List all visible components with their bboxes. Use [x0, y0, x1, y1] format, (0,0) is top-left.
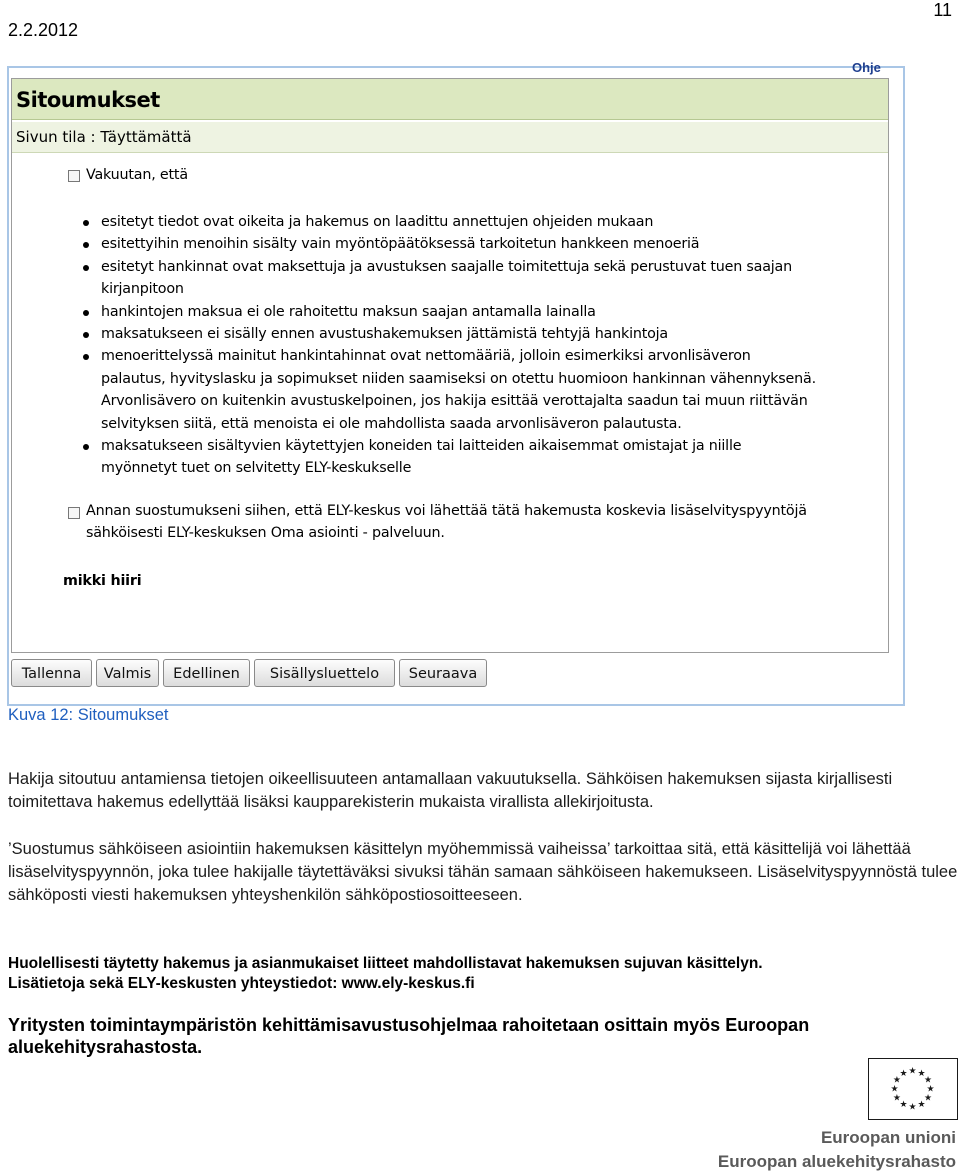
status-bar: [12, 122, 888, 153]
consent-label: Annan suostumukseni siihen, että ELY-keskus voi lähettää tätä hakemusta koskevia lisäselvityspyyntöjä sähköisesti ELY-keskuksen Oma asiointi - palveluun.: [86, 503, 807, 541]
star-icon: ★: [917, 1067, 926, 1078]
next-button[interactable]: Seuraava: [399, 659, 487, 687]
bullet-icon: [83, 220, 89, 226]
vakuutan-label: Vakuutan, että: [86, 167, 188, 183]
help-link[interactable]: Ohje: [852, 60, 881, 75]
page-number: 11: [933, 0, 952, 20]
bullet-icon: [83, 444, 89, 450]
star-icon: ★: [890, 1083, 899, 1094]
bullet-icon: [83, 332, 89, 338]
figure-caption: Kuva 12: Sitoumukset: [8, 706, 169, 724]
paragraph-consent: ’Suostumus sähköiseen asiointiin hakemuksen käsittelyn myöhemmissä vaiheissa’ tarkoittaa sitä, että käsittelijä voi lähettää lisäselvityspyynnön, joka tulee hakijalle täytettäväksi sivuksi tähän samaan sähköiseen hakemukseen. Lisäselvityspyynnöstä tulee sähköposti viesti hakemuksen yhteyshenkilön sähköpostiosoitteeseen.: [8, 840, 958, 904]
star-icon: ★: [924, 1074, 933, 1085]
bullet-icon: [83, 310, 89, 316]
done-button[interactable]: Valmis: [96, 659, 159, 687]
star-icon: ★: [899, 1067, 908, 1078]
list-item: esitettyihin menoihin sisälty vain myöntöpäätöksessä tarkoitetun hankkeen menoeriä: [79, 233, 819, 255]
star-icon: ★: [926, 1083, 935, 1094]
commitment-list: [79, 211, 819, 480]
bullet-icon: [83, 265, 89, 271]
star-icon: ★: [892, 1092, 901, 1103]
page-status: Sivun tila : Täyttämättä: [16, 128, 192, 146]
star-icon: ★: [908, 1065, 917, 1076]
star-icon: ★: [924, 1092, 933, 1103]
star-icon: ★: [917, 1099, 926, 1110]
list-item: esitetyt hankinnat ovat maksettuja ja avustuksen saajalle toimitettuja sekä perustuvat tuen saajan kirjanpitoon: [79, 256, 819, 301]
paragraph-contact: Lisätietoja sekä ELY-keskusten yhteystiedot: www.ely-keskus.fi: [8, 975, 475, 992]
star-icon: ★: [892, 1074, 901, 1085]
list-item: menoerittelyssä mainitut hankintahinnat ovat nettomääriä, jolloin esimerkiksi arvonlisäveron palautus, hyvityslasku ja sopimukset niiden saamiseksi on otettu huomioon hankinnan vähennyksenä. Arvonlisävero on kuitenkin avustuskelpoinen, jos hakija esittää verottajalta saadun tai muun riittävän selvityksen siitä, että menoista ei ole mahdollista saada arvonlisäveron palautusta.: [79, 345, 819, 435]
paragraph-commitment: Hakija sitoutuu antamiensa tietojen oikeellisuuteen antamallaan vakuutuksella. Sähköisen hakemuksen sijasta kirjallisesti toimitettava hakemus edellyttää lisäksi kaupparekisterin mukaista virallista allekirjoitusta.: [8, 770, 893, 811]
eu-union-label: Euroopan unioni: [820, 1128, 956, 1147]
star-icon: ★: [899, 1099, 908, 1110]
previous-button[interactable]: Edellinen: [163, 659, 250, 687]
consent-checkbox[interactable]: [68, 507, 80, 519]
paragraph-funding: Yritysten toimintaympäristön kehittämisavustusohjelmaa rahoitetaan osittain myös Euroopan aluekehitysrahastosta.: [8, 1015, 810, 1057]
page-title: Sitoumukset: [16, 88, 160, 112]
list-item: maksatukseen ei sisälly ennen avustushakemuksen jättämistä tehtyjä hankintoja: [79, 323, 819, 345]
eu-fund-label: Euroopan aluekehitysrahasto: [717, 1152, 956, 1171]
page-date: 2.2.2012: [8, 20, 79, 40]
star-icon: ★: [908, 1101, 917, 1112]
screenshot-figure: [7, 66, 905, 706]
vakuutan-checkbox[interactable]: [68, 170, 80, 182]
list-item: maksatukseen sisältyvien käytettyjen koneiden tai laitteiden aikaisemmat omistajat ja niille myönnetyt tuet on selvitetty ELY-keskukselle: [79, 435, 819, 480]
table-of-contents-button[interactable]: Sisällysluettelo: [254, 659, 395, 687]
paragraph-instructions: Huolellisesti täytetty hakemus ja asianmukaiset liitteet mahdollistavat hakemuksen sujuvan käsittelyn.: [8, 955, 763, 972]
save-button[interactable]: Tallenna: [11, 659, 92, 687]
list-item: esitetyt tiedot ovat oikeita ja hakemus on laadittu annettujen ohjeiden mukaan: [79, 211, 819, 233]
eu-flag-logo: [868, 1058, 958, 1120]
bullet-icon: [83, 242, 89, 248]
eu-stars-icon: [869, 1059, 956, 1118]
list-item: hankintojen maksua ei ole rahoitettu maksun saajan antamalla lainalla: [79, 301, 819, 323]
title-bar: [12, 79, 888, 120]
user-name: mikki hiiri: [63, 573, 142, 589]
bullet-icon: [83, 354, 89, 360]
